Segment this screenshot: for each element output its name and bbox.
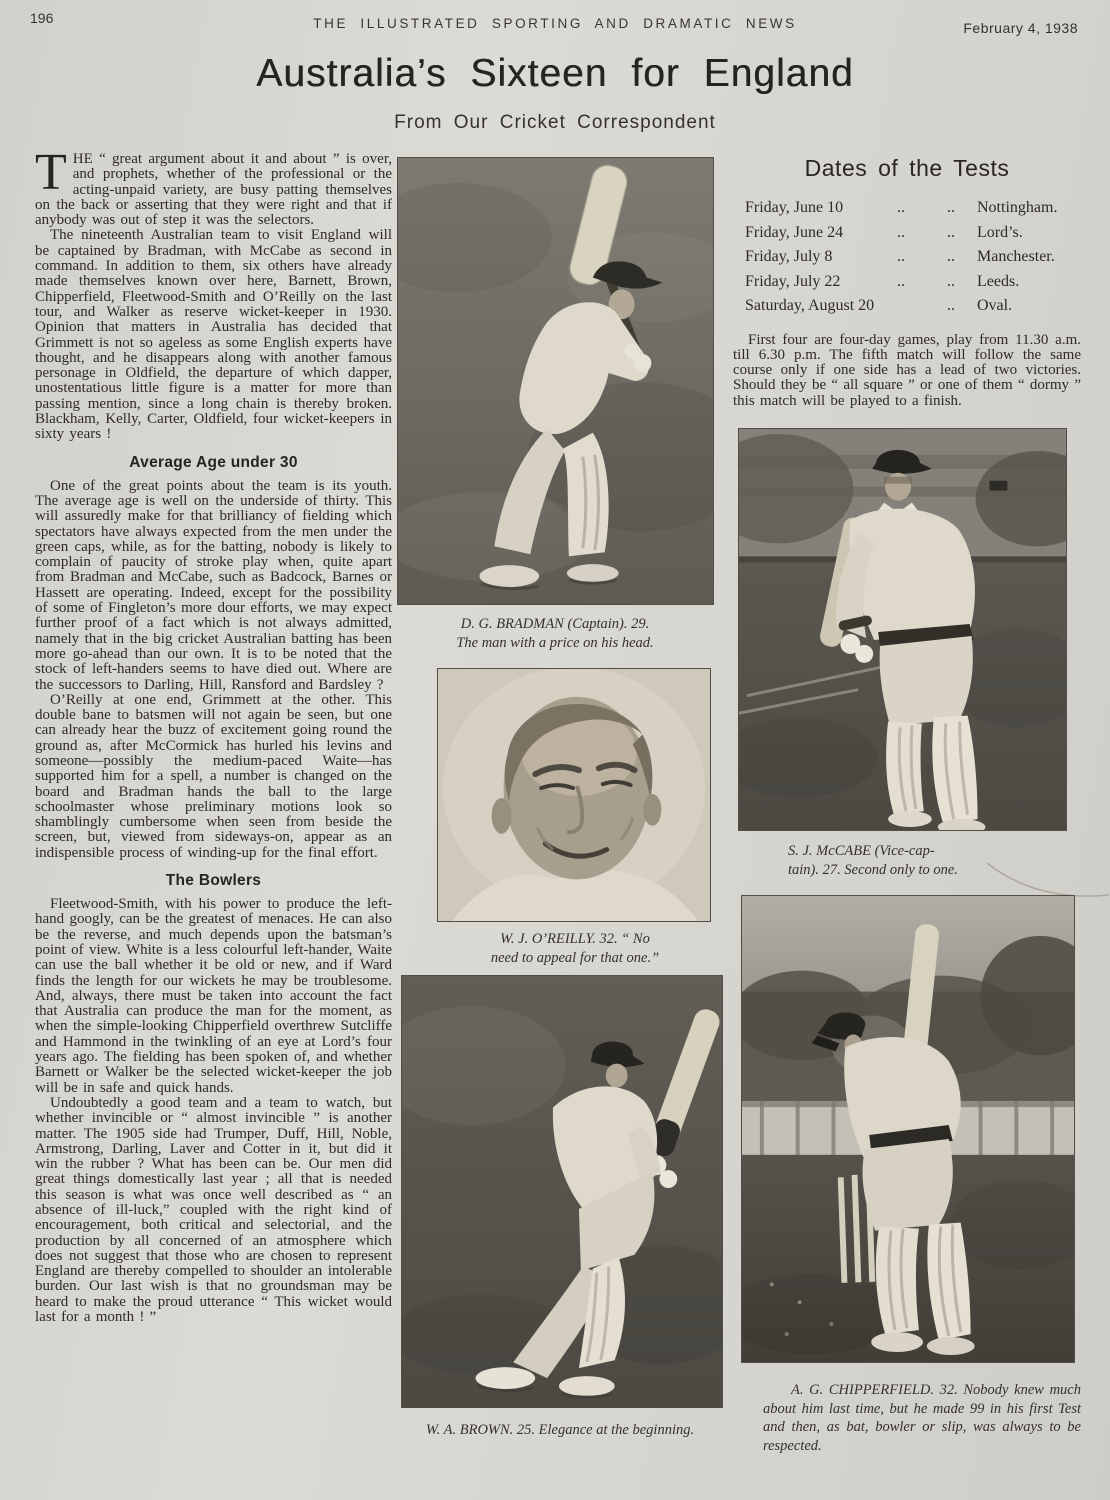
test-row (733, 196, 1081, 221)
test-date: Friday, June 10 (745, 199, 844, 216)
paragraph-4: O’Reilly at one end, Grimmett at the other. This double bane to batsmen will not again be seen, but one can already hear the buzz of excitement going round the ground as, after McCormick has hurled his levins and someone—possibly the medium-paced Waite—has supported him for a spell, a number is changed on the board and Bradman hands the ball to the large schoolmaster whose preliminary motions look so shamblingly cumbersome when seen from beside the screen, but, viewed from sideways-on, appear as an indispensible process of winding-up for the final effort. (35, 691, 392, 861)
test-venue: Nottingham. (977, 199, 1058, 216)
test-row (733, 245, 1081, 270)
test-date: Friday, June 24 (745, 223, 844, 241)
paragraph-6: Undoubtedly a good team and a team to watch, but whether invincible or “ almost invincible ” is another matter. The 1905 side had Trumper, Duff, Hill, Noble, Armstrong, Darling, Laver and Cotter in it, but did it win the rubber ? What has been can be. Our men did great things domestically last year ; all that is needed this season is what was once well described as “ an absence of ill-luck,” coupled with the right kind of encouragement, both critical and selectorial, and the production by all concerned of an atmosphere which does not suggest that those who are chosen to represent England are thereby compelled to shoulder an intolerable burden. Our last wish is that no groundsman may be heard to make the proud utterance “ This wicket would last for a month ! ” (35, 1094, 392, 1326)
masthead-title: THE ILLUSTRATED SPORTING AND DRAMATIC NEWS (313, 16, 797, 31)
bradman-photo-illustration (398, 158, 713, 604)
paragraph-1-text: HE “ great argument about it and about ” is over, and prophets, whether of the professional or the acting-unpaid variety, are busy patting themselves on the back or asserting that they were right and that if anybody was out of step it was the selectors. (35, 151, 392, 229)
mccabe-photo (738, 428, 1067, 831)
dot-leader: .. (947, 248, 955, 265)
chipperfield-photo (741, 895, 1075, 1363)
dot-leader: .. (947, 223, 955, 241)
drop-cap: T (35, 144, 67, 201)
brown-caption: W. A. BROWN. 25. Elegance at the beginning. (425, 1422, 695, 1438)
test-venue: Leeds. (977, 272, 1020, 290)
bradman-caption-line1: D. G. BRADMAN (Captain). 29. (460, 616, 650, 632)
paragraph-3: One of the great points about the team is its youth. The average age is well on the underside of thirty. This will assuredly make for that brilliancy of fielding which spectators have always expected from the men under the green caps, while, as for the batting, nobody is likely to complain of paucity of stroke play when, quite apart from Bradman and McCabe, such as Badcock, Barnes or Hassett are operating. Indeed, except for the possibility of some of Fingleton’s more dour efforts, we may expect further proof of a fact which is not always admitted, namely that in the big cricket Australian batting has been more go-ahead than our own. It is to be noted that the stock of left-handers seems to have died out. Where are the successors to Darling, Hill, Ransford and Bardsley ? (35, 477, 392, 693)
oreilly-caption (430, 930, 720, 967)
test-venue: Lord’s. (977, 223, 1023, 241)
bradman-photo (397, 157, 714, 605)
dot-leader: .. (897, 272, 905, 290)
brown-photo (401, 975, 723, 1408)
paragraph-1 (35, 144, 392, 229)
test-row (733, 294, 1081, 319)
dot-leader: .. (947, 297, 955, 314)
dot-leader: .. (897, 223, 905, 241)
dot-leader: .. (897, 248, 905, 265)
mccabe-caption-line1: S. J. McCABE (Vice-cap- (788, 843, 935, 859)
tests-note: First four are four-day games, play from 11.30 a.m. till 6.30 p.m. The fifth match will follow the same course only if one side has a lead of two victories. Should they be “ all square ” or one of them “ dormy ” this match will be played to a finish. (733, 331, 1081, 409)
dot-leader: .. (947, 199, 955, 216)
test-row (733, 221, 1081, 246)
tests-title: Dates of the Tests (804, 155, 1010, 181)
test-row (733, 270, 1081, 295)
test-date: Friday, July 22 (745, 272, 841, 290)
article-headline: Australia’s Sixteen for England (256, 52, 854, 95)
chipperfield-photo-illustration (742, 896, 1074, 1362)
mccabe-caption (788, 842, 1088, 879)
paragraph-5: Fleetwood-Smith, with his power to produce the left-hand googly, can be the greatest of menaces. He can also be the reverse, and much depends upon the batsman’s point of view. White is a less colourful left-hander, Waite can use the ball whether it be old or new, and if Ward finds the length for our wickets he may be troublesome. And, always, there must be taken into account the fact that Australia can produce the man for the moment, as when the simple-looking Chipperfield overthrew Sutcliffe and Hammond in the twinkling of an eye at Lord’s four years ago. The fielding has been spoken of, and whether Barnett or Walker be the selected wicket-keeper the job will be in safe and quick hands. (35, 896, 392, 1096)
oreilly-caption-line1: W. J. O’REILLY. 32. “ No (500, 931, 650, 947)
test-venue: Oval. (977, 297, 1013, 314)
test-date: Saturday, August 20 (745, 297, 875, 314)
article-byline: From Our Cricket Correspondent (394, 112, 716, 133)
paragraph-2: The nineteenth Australian team to visit England will be captained by Bradman, with McCabe as second in command. In addition to them, six others have already made themselves known over here, Barnett, Brown, Chipperfield, Fleetwood-Smith and O’Reilly on the last tour, and Walker as reserve wicket-keeper in 1930. Opinion that matters in Australia has decided that Grimmett is not so ageless as some English experts have thought, and he disappears along with another famous personage in Oldfield, the departure of which dapper, unostentatious little figure is a matter for more than passing mention, since a long chain is thereby broken. Blackham, Kelly, Carter, Oldfield, four wicket-keepers in sixty years ! (35, 227, 392, 443)
tests-section (733, 155, 1081, 409)
issue-date: February 4, 1938 (963, 20, 1078, 36)
dot-leader (897, 294, 947, 319)
mccabe-caption-line2: tain). 27. Second only to one. (788, 861, 958, 878)
mccabe-photo-illustration (739, 429, 1066, 830)
oreilly-caption-line2: need to appeal for that one.” (490, 949, 660, 966)
test-venue: Manchester. (977, 248, 1055, 265)
oreilly-photo-illustration (438, 669, 710, 921)
dot-leader: .. (897, 199, 905, 216)
bradman-caption-line2: The man with a price on his head. (456, 634, 654, 651)
subheading-bowlers: The Bowlers (165, 872, 262, 890)
chipperfield-caption: A. G. CHIPPERFIELD. 32. Nobody knew much about him last time, but he made 99 in his first Test and then, as bat, bowler or slip, was always to be respected. (763, 1382, 1081, 1454)
oreilly-photo (437, 668, 711, 922)
test-date: Friday, July 8 (745, 248, 833, 265)
bradman-caption (400, 615, 710, 652)
brown-photo-illustration (402, 976, 722, 1407)
dot-leader: .. (947, 272, 955, 290)
page-number: 196 (30, 10, 54, 26)
subheading-average-age: Average Age under 30 (129, 453, 298, 471)
article-body-column (35, 144, 392, 1326)
